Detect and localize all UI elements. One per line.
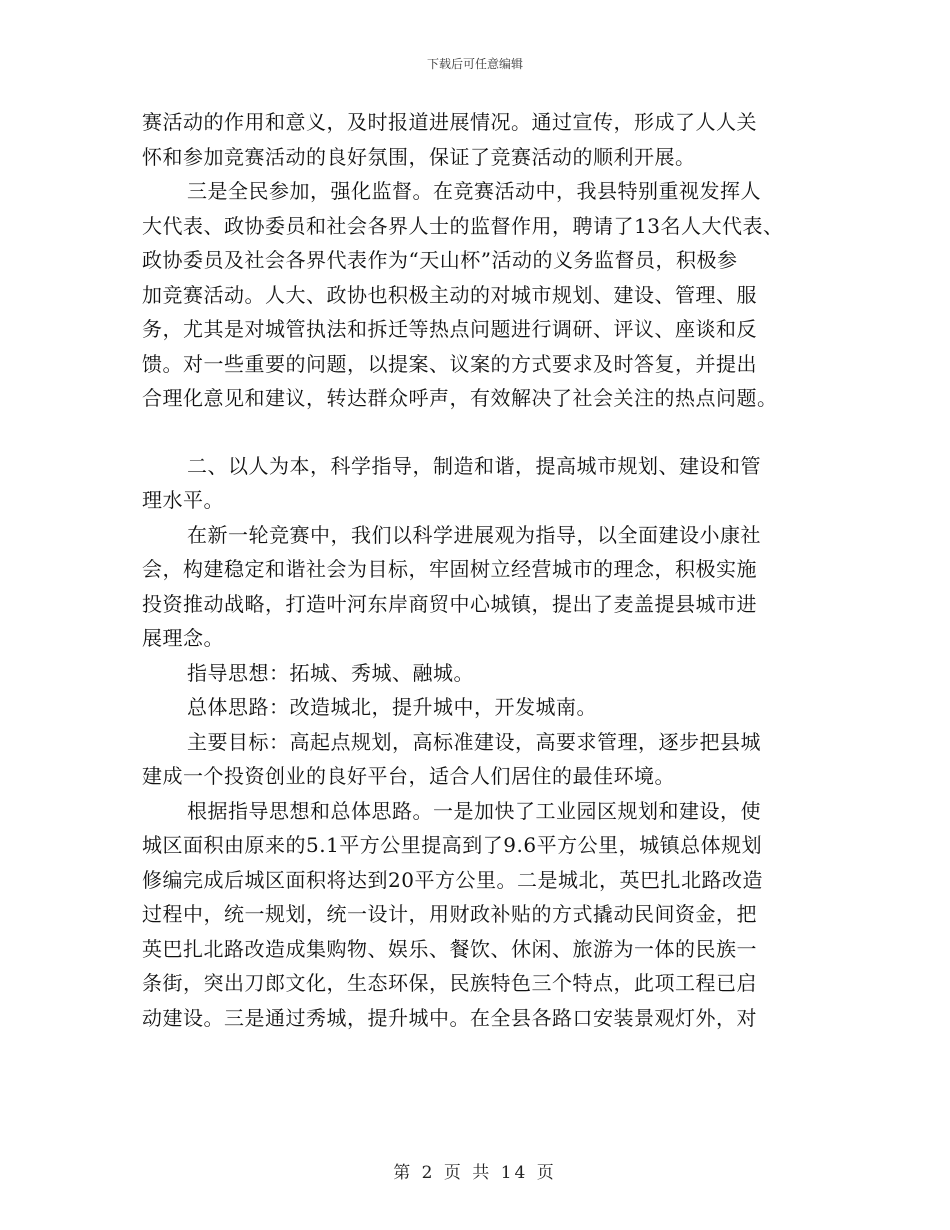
paragraph [142, 656, 812, 691]
text-line: 加竞赛活动。人大、政协也积极主动的对城市规划、建设、管理、服 [142, 282, 757, 307]
text-line: 理水平。 [142, 488, 224, 512]
text-line: 展理念。 [142, 626, 224, 650]
paragraph [142, 690, 812, 725]
text-line: 大代表、政协委员和社会各界人士的监督作用，聘请了13名人大代表、 [142, 213, 784, 238]
paragraph [142, 794, 812, 1036]
text-line: 怀和参加竞赛活动的良好氛围，保证了竞赛活动的顺利开展。 [142, 144, 696, 169]
text-line: 赛活动的作用和意义，及时报道进展情况。通过宣传，形成了人人关 [142, 110, 757, 134]
text-line: 动建设。三是通过秀城，提升城中。在全县各路口安装景观灯外，对 [142, 1005, 757, 1030]
paragraph [142, 174, 812, 416]
text-line: 指导思想：拓城、秀城、融城。 [187, 660, 474, 685]
text-line: 合理化意见和建议，转达群众呼声，有效解决了社会关注的热点问题。 [142, 386, 778, 410]
text-line: 条街，突出刀郎文化，生态环保，民族特色三个特点，此项工程已启 [142, 971, 757, 995]
text-line: 三是全民参加，强化监督。在竞赛活动中，我县特别重视发挥人 [187, 179, 761, 203]
text-line: 务，尤其是对城管执法和拆迁等热点问题进行调研、评议、座谈和反 [142, 317, 757, 341]
paragraph [142, 725, 812, 794]
text-line: 修编完成后城区面积将达到20平方公里。二是城北，英巴扎北路改造 [142, 867, 763, 892]
text-line: 馈。对一些重要的问题，以提案、议案的方式要求及时答复，并提出 [142, 351, 757, 376]
page-header: 下载后可任意编辑 [426, 57, 523, 71]
text-line: 投资推动战略，打造叶河东岸商贸中心城镇，提出了麦盖提县城市进 [142, 591, 757, 616]
paragraph [142, 105, 812, 174]
text-line: 二、以人为本，科学指导，制造和谐，提高城市规划、建设和管 [187, 453, 761, 478]
text-line: 根据指导思想和总体思路。一是加快了工业园区规划和建设，使 [187, 798, 761, 823]
text-line: 过程中，统一规划，统一设计，用财政补贴的方式撬动民间资金，把 [142, 902, 757, 926]
text-line: 总体思路：改造城北，提升城中，开发城南。 [187, 695, 597, 719]
page-footer: 第 2 页 共 14 页 [393, 1163, 557, 1183]
text-line: 政协委员及社会各界代表作为“天山杯”活动的义务监督员，积极参 [142, 248, 738, 272]
paragraph-gap [142, 416, 812, 449]
text-line: 主要目标：高起点规划，高标准建设，高要求管理，逐步把县城 [187, 729, 761, 754]
text-line: 建成一个投资创业的良好平台，适合人们居住的最佳环境。 [142, 764, 675, 788]
section-heading [142, 449, 812, 518]
text-line: 在新一轮竞赛中，我们以科学进展观为指导，以全面建设小康社 [187, 522, 761, 547]
text-line: 会，构建稳定和谐社会为目标，牢固树立经营城市的理念，积极实施 [142, 557, 757, 581]
paragraph [142, 518, 812, 656]
document-body [142, 105, 812, 1035]
text-line: 英巴扎北路改造成集购物、娱乐、餐饮、休闲、旅游为一体的民族一 [142, 936, 757, 961]
text-line: 城区面积由原来的5.1平方公里提高到了9.6平方公里，城镇总体规划 [142, 833, 763, 857]
